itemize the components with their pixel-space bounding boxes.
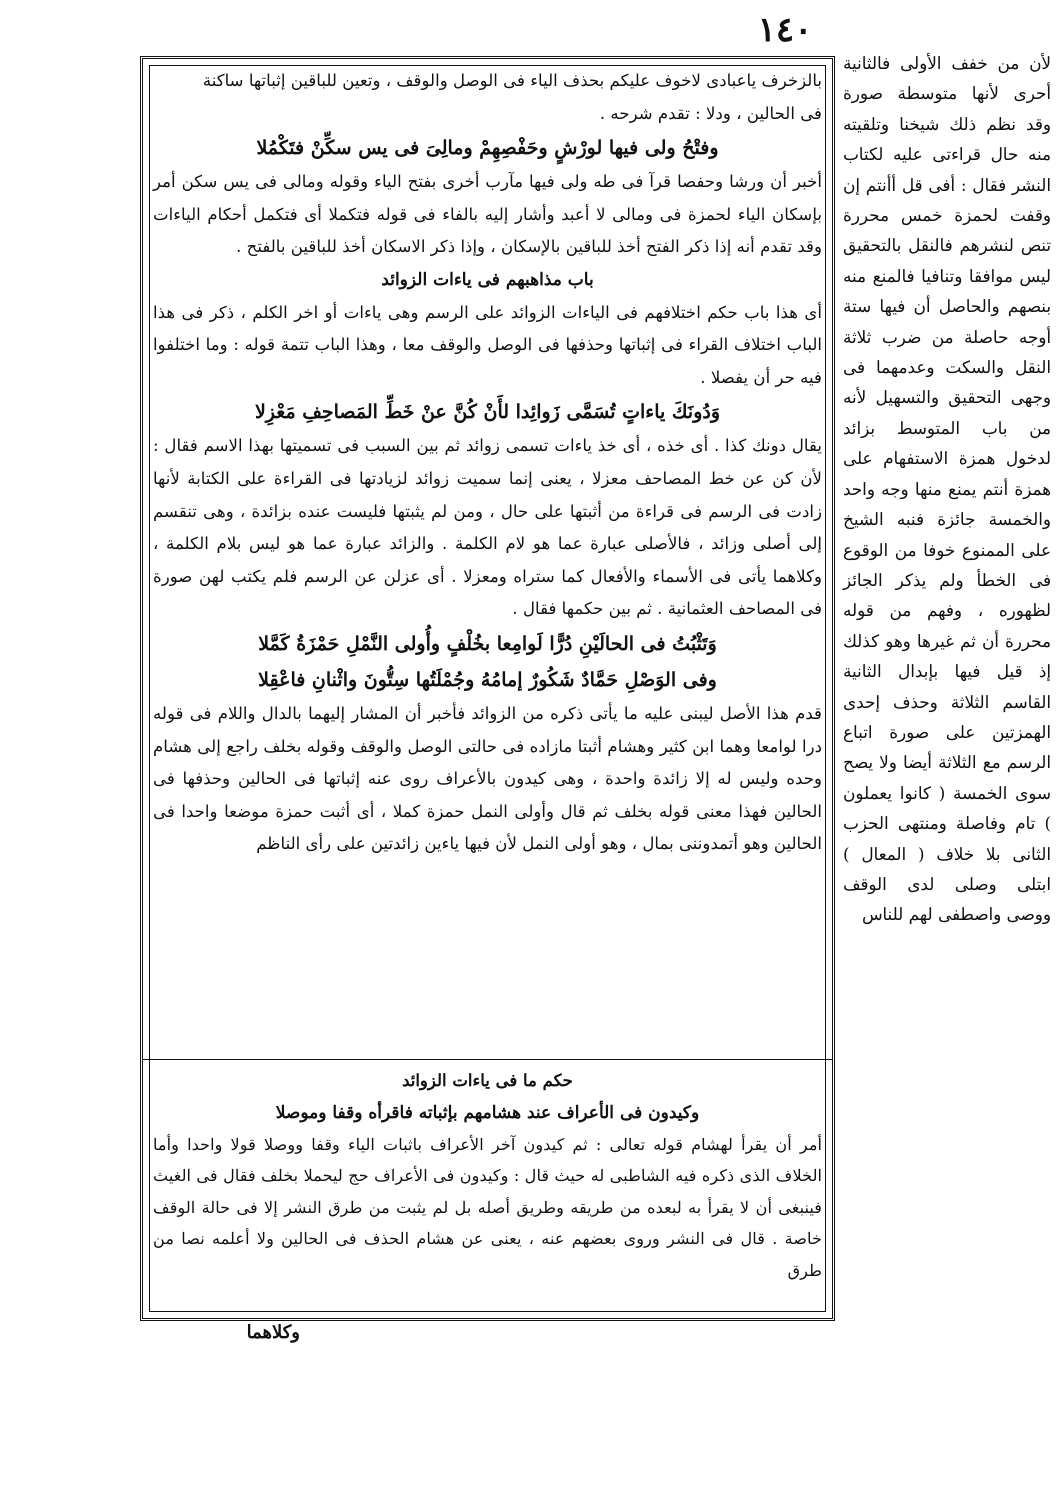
paragraph-1: أخبر أن ورشا وحفصا قرآ فى طه ولى فيها مآرب أخرى بفتح الياء وقوله ومالى فى يس سكن أمر بإسكان الياء لحمزة فى ومالى لا أعبد وأشار إليه بالفاء فى قوله فتكملا أى فتكمل أحكام الياءات وقد تقدم أنه إذا ذكر الفتح أخذ للباقين بالإسكان ، وإذا ذكر الاسكان أخذ للباقين بالفتح . <box>153 172 822 257</box>
appendix-block <box>153 1065 822 1314</box>
paragraph-4: قدم هذا الأصل ليبنى عليه ما يأتى ذكره من الزوائد فأخبر أن المشار إليهما بالدال واللام فى قوله درا لوامعا وهما ابن كثير وهشام أثبتا مازاده فى حالتى الوصل والوقف وقوله بخلف راجع إلى هشام وحده وليس له إلا زائدة واحدة ، وهى كيدون بالأعراف روى عنه إثباتها فى الحالين وحذفها فى الحالين فهذا معنى قوله بخلف ثم قال وأولى النمل حمزة كملا ، أى أثبت حمزة موضعا واحدا فى الحالين وهو أتمدوننى بمال ، وهو أولى النمل لأن فيها ياءين زائدتين على رأى الناظم <box>153 703 822 854</box>
commentary-line-1: بالزخرف ياعبادى لاخوف عليكم بحذف الياء فى الوصل والوقف ، وتعين للباقين إثباتها ساكنة <box>202 71 822 90</box>
section-divider <box>143 1059 832 1060</box>
appendix-verse: وكيدون فى الأعراف عند هشامهم بإثباته فاقرأه وقفا وموصلا <box>275 1102 700 1123</box>
page-number: ١٤٠ <box>757 10 813 50</box>
verse-1: وفتْحُ ولى فيها لورْشٍ وحَفْصِهِمْ ومالِىَ فى يس سكِّنْ فتَكْمُلا <box>256 137 719 160</box>
appendix-heading: حكم ما فى ياءات الزوائد <box>402 1071 573 1090</box>
margin-notes <box>843 48 1051 1338</box>
main-frame <box>140 56 835 1321</box>
commentary-line-2: فى الحالين ، ودلا : تقدم شرحه . <box>599 103 822 123</box>
verse-3a: وَتَثْبُتُ فى الحالَيْنِ دُرًّا لَوامِعا بخُلْفٍ وأُولى النَّمْلِ حَمْزَةُ كَمَّلا <box>258 632 717 655</box>
appendix-paragraph: أمر أن يقرأ لهشام قوله تعالى : ثم كيدون آخر الأعراف باثبات الياء وقفا ووصلا قولا واحدا وأما الخلاف الذى ذكره فيه الشاطبى له حيث قال : وكيدون فى الأعراف حج ليحملا بخلف فقال فى الغيث فينبغى أن لا يقرأ به لبعده من طريقه وطريق أصله بل لم يثبت من طرق النشر إلا فى حالة الوقف خاصة . قال فى النشر وروى بعضهم عنه ، يعنى عن هشام الحذف فى الحالين ولا أعلمه نصا من طرق <box>153 1134 822 1280</box>
verse-3b: وفى الوَصْلِ حَمَّادٌ شَكُورٌ إمامُهُ وجُمْلَتُها سِتُّونَ واثْنانِ فاعْقِلا <box>258 668 717 691</box>
paragraph-3: يقال دونك كذا . أى خذه ، أى خذ ياءات تسمى زوائد ثم بين السبب فى تسميتها بهذا الاسم فقال : لأن كن عن خط المصاحف معزلا ، يعنى إنما سميت زوائد لزيادتها فى القراءة على الكتابة لأنها زادت فى الرسم فى قراءة من أثبتها على حال ، ومن لم يثبتها فليست عنده بزائدة ، وهى تنقسم إلى أصلى وزائد ، فالأصلى عبارة عما هو لام الكلمة . والزائد عبارة عما هو ليس بلام الكلمة ، وكلاهما يأتى فى الأسماء والأفعال كما ستراه ومعزلا . أى عزلن عن الرسم فلم يكتب لهن صورة فى المصاحف العثمانية . ثم بين حكمها فقال . <box>153 436 822 619</box>
catchword: وكلاهما <box>246 1322 300 1343</box>
section-heading: باب مذاهبهم فى ياءات الزوائد <box>381 269 594 290</box>
verse-2: وَدُونَكَ ياءاتٍ تُسَمَّى زَوائِدا لأَنْ كُنَّ عنْ خَطِّ المَصاحِفِ مَعْزِلا <box>254 401 721 424</box>
margin-note-text: لأن من خفف الأولى فالثانية أحرى لأنها متوسطة صورة وقد نظم ذلك شيخنا وتلقيته منه حال قراءتى عليه لكتاب النشر فقال : أفى قل أأنتم إن وقفت لحمزة خمس محررة تنص لنشرهم فالنقل بالتحقيق ليس موافقا وتنافيا فالمنع منه بنصهم والحاصل أن فيها ستة أوجه حاصلة من ضرب ثلاثة النقل والسكت وعدمهما فى وجهى التحقيق والتسهيل لأنه من باب المتوسط بزائد لدخول همزة الاستفهام على همزة أنتم يمنع منها وجه واحد والخمسة جائزة فنبه الشيخ على الممنوع خوفا من الوقوع فى الخطأ ولم يذكر الجائز لظهوره ، وفهم من قوله محررة أن ثم غيرها وهو كذلك إذ قيل فيها بإبدال الثانية القاسم الثلاثة وحذف إحدى الهمزتين على صورة اتباع الرسم مع الثلاثة أيضا ولا يصح سوى الخمسة ( كانوا يعملون ) تام وفاصلة ومنتهى الحزب الثانى بلا خلاف ( المعال ) ابتلى وصلى لدى الوقف ووصى واصطفى لهم للناس <box>843 53 1051 925</box>
paragraph-2: أى هذا باب حكم اختلافهم فى الياءات الزوائد على الرسم وهى ياءات أو اخر الكلم ، ذكر فى هذا الباب اختلاف القراء فى إثباتها وحذفها فى الوصل والوقف معا ، وهذا الباب تتمة قوله : وما اختلفوا فيه حر أن يفصلا . <box>153 302 822 387</box>
commentary-block <box>153 65 822 1055</box>
